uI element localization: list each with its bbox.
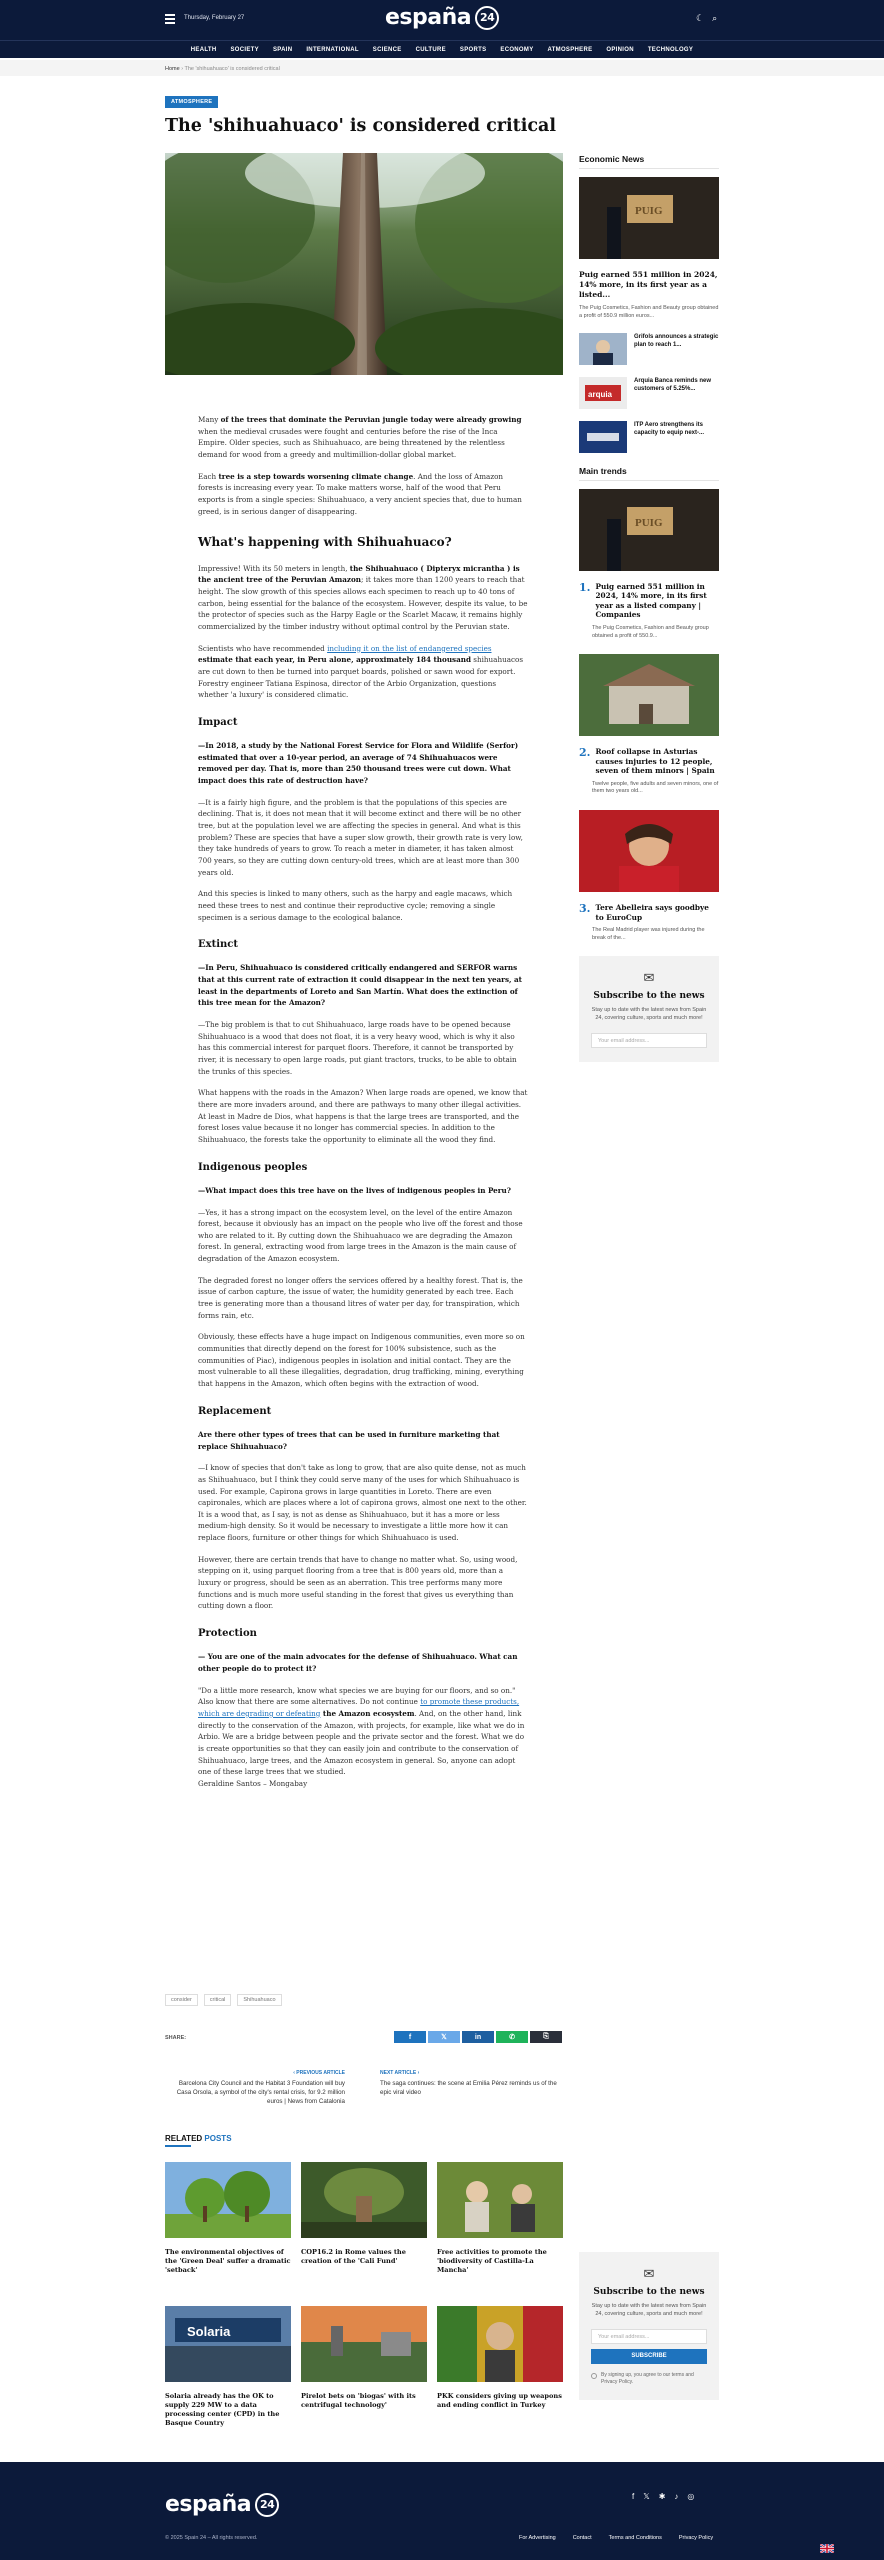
section-heading: What's happening with Shihuahuaco? xyxy=(198,535,452,550)
related-post[interactable] xyxy=(437,2306,563,2444)
paragraph: However, there are certain trends that have to change no matter what. So, using wood, stepping on it, using parquet flooring from a tree that is 800 years old, more than a luxury or progress, should be seen as an aberration. This tree performs many more functions and is much more useful standing in the forest that gives us everything than cutting down a floor. xyxy=(198,1554,518,1611)
nav-item[interactable]: HEALTH xyxy=(190,46,217,53)
previous-article[interactable] xyxy=(165,2070,345,2107)
breadcrumb-current: The 'shihuahuaco' is considered critical xyxy=(184,66,280,72)
sidebar-economic xyxy=(579,154,719,453)
paragraph: Many of the trees that dominate the Peruvian jungle today were already growing when the medieval crusades were fought and centuries before the rise of the Inca Empire. Older species, such as Shihuahuaco, are being threatened by the relentless demand for wood from a greedy and multimillion-dollar global market. xyxy=(198,415,522,459)
x-share-button[interactable]: 𝕏 xyxy=(428,2031,460,2043)
trend-desc: Twelve people, five adults and seven minors, one of them two years old... xyxy=(592,780,719,795)
related-post[interactable] xyxy=(301,2306,427,2444)
logo-badge: 24 xyxy=(475,6,499,30)
svg-text:PUIG: PUIG xyxy=(635,205,663,217)
paragraph: —It is a fairly high figure, and the problem is that the populations of this species are declining. That is, it does not mean that it will become extinct and there will be no other tree, but at the population level we are affecting the species in general. And what is this problem? These are species that have a super slow growth, their growth rate is very low, they take hundreds of years to grow. To reach a meter in diameter, it has taken almost 700 years, so they are cutting down century-old trees, which are at least more than 300 years old. xyxy=(198,797,523,877)
category-badge[interactable]: ATMOSPHERE xyxy=(165,96,218,108)
economic-item-image xyxy=(579,377,627,409)
trend-image xyxy=(579,810,719,892)
nav-item[interactable]: CULTURE xyxy=(415,46,446,53)
svg-text:Solaria: Solaria xyxy=(187,2324,231,2339)
paragraph: What happens with the roads in the Amazon? When large roads are opened, we know that there are more invaders around, and there are pathways to many other illegal activities. At least in Madre de Dios, what happens is that the large trees are transported, and the forest loses value because it no longer has commercial species. In addition to the Shihuahuaco, the forests take the opportunity to eliminate all the wood they find. xyxy=(198,1088,528,1144)
pinterest-icon[interactable]: ✱ xyxy=(658,2492,666,2501)
site-logo[interactable] xyxy=(385,5,499,30)
related-title: The environmental objectives of the 'Green Deal' suffer a dramatic 'setback' xyxy=(165,2248,291,2274)
paragraph: —What impact does this tree have on the lives of indigenous peoples in Peru? xyxy=(198,1185,511,1195)
nav-item[interactable]: SPORTS xyxy=(459,46,487,53)
related-image xyxy=(165,2162,291,2238)
trend-image xyxy=(579,489,719,571)
related-image xyxy=(165,2306,291,2382)
related-image xyxy=(301,2162,427,2238)
linkedin-share-button[interactable]: in xyxy=(462,2031,494,2043)
related-post[interactable] xyxy=(301,2162,427,2300)
trend-image xyxy=(579,654,719,736)
paragraph: —I know of species that don't take as long to grow, that are also quite dense, not as much as Shihuahuaco, but I think they could serve many of the uses for which Shihuahuaco is used. For example, Capirona grows in large quantities in Loreto. There are even capironales, which are places where a lot of capirona grows, almost one next to the other. It is a wood that, as I say, is not as dense as Shihuahuaco, but it has a more or less medium-high density. So it would be necessary to investigate a little more how it can replace floors, furniture or other things for which Shihuahuaco is used. xyxy=(198,1463,527,1543)
section-heading: Impact xyxy=(198,716,238,728)
nav-item[interactable]: TECHNOLOGY xyxy=(647,46,694,53)
nav-item[interactable]: SPAIN xyxy=(272,46,293,53)
article-navigation xyxy=(165,2070,563,2115)
envelope-icon: ✉ xyxy=(643,2266,655,2281)
byline: Geraldine Santos – Mongabay xyxy=(198,1778,308,1788)
trend-item[interactable] xyxy=(579,654,719,796)
related-title: Pirelot bets on 'biogas' with its centrifugal technology' xyxy=(301,2392,416,2409)
economic-item[interactable] xyxy=(579,333,719,365)
copyright: © 2025 Spain 24 – All rights reserved. xyxy=(165,2535,258,2541)
endangered-list-link[interactable]: including it on the list of endangered species xyxy=(327,643,492,653)
economic-item-title: Arquia Banca reminds new customers of 5.25%... xyxy=(634,377,712,392)
promote-products-link[interactable]: to promote these products, which are degrading or defeating xyxy=(198,1697,520,1718)
tag[interactable]: critical xyxy=(204,1994,232,2006)
nav-item[interactable]: OPINION xyxy=(606,46,634,53)
next-title: The saga continues: the scene at Emilia Pérez reminds us of the epic viral video xyxy=(380,2080,557,2097)
nav-item[interactable]: ECONOMY xyxy=(500,46,534,53)
nav-item[interactable]: INTERNATIONAL xyxy=(306,46,359,53)
related-posts xyxy=(165,2162,563,2444)
related-image xyxy=(437,2306,563,2382)
instagram-icon[interactable]: ◎ xyxy=(687,2492,695,2501)
trend-title: Puig earned 551 million in 2024, 14% more, in its first year as a listed company | Companies xyxy=(595,582,707,620)
paragraph: The degraded forest no longer offers the services offered by a healthy forest. That is, the issue of carbon capture, the issue of water, the humidity generated by each tree. Each tree is generating more than a thousand litres of water per day, for transpiration, which forms rain, etc. xyxy=(198,1275,523,1320)
paragraph: Scientists who have recommended including it on the list of endangered species estimate that each year, in Peru alone, approximately 184 thousand shihuahuacos are cut down to then be turned into parquet boards, polished or sawn wood for export. Forestry engineer Tatiana Espinosa, director of the Arbio Organization, questions whether 'a luxury' is considered climatic. xyxy=(198,643,524,700)
related-post[interactable] xyxy=(165,2162,291,2300)
section-heading: Replacement xyxy=(198,1405,272,1417)
facebook-share-button[interactable]: f xyxy=(394,2031,426,2043)
dark-mode-icon[interactable]: ☾ xyxy=(696,13,705,23)
copy-link-button[interactable]: ⎘ xyxy=(530,2031,562,2043)
trend-number: 2. xyxy=(579,746,591,760)
section-heading: Extinct xyxy=(198,939,238,951)
paragraph: Are there other types of trees that can be used in furniture marketing that replace Shihuahuaco? xyxy=(198,1429,500,1451)
nav-item[interactable]: SCIENCE xyxy=(372,46,402,53)
svg-text:arquia: arquia xyxy=(588,389,613,399)
breadcrumb-bar xyxy=(0,60,884,76)
trend-item[interactable] xyxy=(579,810,719,942)
related-image xyxy=(437,2162,563,2238)
trend-desc: The Puig Cosmetics, Fashion and Beauty group obtained a profit of 550.9... xyxy=(592,624,709,639)
search-icon[interactable]: ⌕ xyxy=(712,13,718,23)
paragraph: —The big problem is that to cut Shihuahuaco, large roads have to be opened because Shihuahuaco is a wood that does not float, it is a very heavy wood, which is why it also has this commercial interest for parquet floors. Therefore, it cannot be transported by river, it is necessary to open large roads, put giant tractors, trucks, to be able to obtain the trunks of this species. xyxy=(198,1020,517,1076)
header-date: Thursday, February 27 xyxy=(184,15,245,21)
trend-number: 1. xyxy=(579,581,591,594)
paragraph: "Do a little more research, know what species we are buying for our floors, and so on." Also know that there are some alternatives. Do not continue to promote these products, which are degrading or defeating the Amazon ecosystem. And, on the other hand, link directly to the conservation of the Amazon, with projects, for example, like what we do in Arbio. We are a bridge between people and the private sector and the forest. What we do is create opportunities so that they can easily join and contribute to the conservation of Shihuahuaco, large trees, and the Amazon ecosystem in general. So, anyone can adopt one of these large trees that we studied. Geraldine Santos – Mongabay xyxy=(198,1685,525,1788)
consent-radio[interactable] xyxy=(591,2373,597,2379)
trend-title: Roof collapse in Asturias causes injuries to 12 people, seven of them minors | Spain xyxy=(595,747,715,776)
footer-link[interactable]: Privacy Policy xyxy=(678,2535,714,2541)
subscribe-desc: Stay up to date with the latest news from Spain 24, covering culture, sports and much more! xyxy=(591,2303,707,2317)
whatsapp-share-button[interactable]: ✆ xyxy=(496,2031,528,2043)
email-input[interactable]: Your email address... xyxy=(591,1033,707,1048)
economic-item[interactable] xyxy=(579,377,719,409)
related-post[interactable] xyxy=(165,2306,291,2444)
paragraph: —Yes, it has a strong impact on the ecosystem level, on the level of the entire Amazon forest, because it obviously has an impact on the people who live off the forest and those who are related to it. By cutting down the Shihuahuaco we are degrading the Amazon forest. In general, extracting wood from large trees in the Amazon is the main cause of degradation of the Amazon ecosystem. xyxy=(198,1207,523,1264)
menu-icon[interactable] xyxy=(165,14,175,24)
related-underline xyxy=(165,2145,191,2147)
paragraph: Obviously, these effects have a huge impact on Indigenous communities, even more so on communities that directly depend on the forest for 100% subsistence, such as the communities of Piac), indigenous peoples in isolation and initial contact. They are the most vulnerable to all these illegalities, degradation, drug trafficking, mining, everything that happens in the Amazon, which often begins with the extraction of wood. xyxy=(198,1332,525,1389)
economic-main-desc: The Puig Cosmetics, Fashion and Beauty group obtained a profit of 550.9 million euros... xyxy=(579,305,719,320)
subscribe-desc: Stay up to date with the latest news from Spain 24, covering culture, sports and much more! xyxy=(591,1007,707,1022)
previous-label: ‹ PREVIOUS ARTICLE xyxy=(293,2070,345,2076)
uk-flag-icon[interactable] xyxy=(820,2544,834,2553)
related-heading: RELATED POSTS xyxy=(165,2134,232,2143)
email-input[interactable]: Your email address... xyxy=(591,2329,707,2344)
economic-item-title: ITP Aero strengthens its capacity to equip next-... xyxy=(634,421,705,436)
subscribe-box xyxy=(579,2252,719,2400)
trend-desc: The Real Madrid player was injured during the break of the... xyxy=(592,927,705,941)
tiktok-icon[interactable]: ♪ xyxy=(674,2492,679,2501)
related-title: PKK considers giving up weapons and ending conflict in Turkey xyxy=(437,2392,562,2409)
paragraph: And this species is linked to many others, such as the harpy and eagle macaws, which need these trees to nest and continue their reproductive cycle; removing a single specimen is a serious damage to the ecological balance. xyxy=(198,889,513,922)
nav-item[interactable]: ATMOSPHERE xyxy=(547,46,593,53)
section-heading: Indigenous peoples xyxy=(198,1161,308,1173)
subscribe-box xyxy=(579,956,719,1062)
logo-text: españa xyxy=(165,2492,252,2517)
footer-link[interactable]: For Advertising xyxy=(519,2535,556,2541)
footer-link[interactable]: Terms and Conditions xyxy=(608,2535,662,2541)
subscribe-title: Subscribe to the news xyxy=(593,2287,705,2297)
consent-text: By signing up, you agree to our terms and Privacy Policy. xyxy=(601,2371,694,2385)
paragraph: Impressive! With its 50 meters in length, the Shihuahuaco ( Dipteryx micrantha ) is the ancient tree of the Peruvian Amazon; it takes more than 1200 years to reach that height. The slow growth of this species allows each specimen to reach up to 40 tons of carbon, being essential for the balance of the ecosystem. However, despite its value, to be the protector of species such as the Harpy Eagle or the Scarlet Macaw, it remains highly commercialized by the timber industry without optimal control by the Peruvian state. xyxy=(198,563,528,631)
facebook-icon[interactable]: f xyxy=(632,2492,635,2501)
hero-image xyxy=(165,153,563,375)
svg-text:PUIG: PUIG xyxy=(635,517,663,529)
next-label: NEXT ARTICLE › xyxy=(380,2070,420,2076)
paragraph: — You are one of the main advocates for the defense of Shihuahuaco. What can other people do to protect it? xyxy=(198,1652,518,1673)
sidebar-subscribe xyxy=(579,2252,719,2400)
subscribe-button[interactable]: SUBSCRIBE xyxy=(591,2349,707,2364)
main-trends-heading: Main trends xyxy=(579,466,627,476)
related-title: Solaria already has the OK to supply 229 MW to a data processing center (CPD) in the Basque Country xyxy=(165,2392,280,2427)
section-heading: Protection xyxy=(198,1628,257,1640)
trend-item[interactable] xyxy=(579,489,719,640)
economic-item-image xyxy=(579,421,627,453)
logo-text: españa xyxy=(385,5,472,30)
article-body xyxy=(198,414,528,1799)
envelope-icon: ✉ xyxy=(643,970,655,986)
main-nav xyxy=(0,40,884,58)
breadcrumb: Home › The 'shihuahuaco' is considered critical xyxy=(165,66,280,72)
article-title: The 'shihuahuaco' is considered critical xyxy=(165,116,556,136)
tag-list xyxy=(165,1994,282,2006)
footer-link[interactable]: Contact xyxy=(572,2535,592,2541)
paragraph: Each tree is a step towards worsening climate change. And the loss of Amazon forests is increasing every year. To make matters worse, half of the wood that Peru exports is from a single species: Shihuahuaco, a very ancient species that, due to human greed, is in serious danger of disappearing. xyxy=(198,471,522,516)
share-bar xyxy=(165,2031,563,2045)
related-post[interactable] xyxy=(437,2162,563,2300)
share-label: SHARE: xyxy=(165,2035,187,2041)
paragraph: —In 2018, a study by the National Forest Service for Flora and Wildlife (Serfor) estimated that over a 10-year period, an average of 74 Shihuahuacos were removed per day. That is, more than 250 thousand trees were cut down. What impact does this rate of destruction have? xyxy=(198,741,519,786)
footer-links xyxy=(519,2535,713,2541)
tag[interactable]: Shihuahuaco xyxy=(237,1994,281,2006)
related-title: COP16.2 in Rome values the creation of the 'Cali Fund' xyxy=(301,2248,406,2265)
economic-item-image xyxy=(579,333,627,365)
next-article[interactable] xyxy=(380,2070,560,2098)
site-header xyxy=(0,0,884,40)
tag[interactable]: consider xyxy=(165,1994,198,2006)
site-footer xyxy=(0,2462,884,2560)
trend-number: 3. xyxy=(579,902,591,916)
breadcrumb-home[interactable]: Home xyxy=(165,66,180,72)
economic-main-image xyxy=(579,177,719,259)
trend-title: Tere Abelleira says goodbye to EuroCup xyxy=(595,903,709,922)
economic-item-title: Grifols announces a strategic plan to reach 1... xyxy=(634,333,719,348)
related-image xyxy=(301,2306,427,2382)
paragraph: —In Peru, Shihuahuaco is considered critically endangered and SERFOR warns that at this current rate of extraction it could disappear in the next ten years, at least in the departments of Loreto and San Martín. What does the extinction of this tree mean for the Amazon? xyxy=(198,963,522,1008)
social-links xyxy=(632,2492,694,2501)
footer-logo[interactable] xyxy=(165,2492,279,2517)
nav-item[interactable]: SOCIETY xyxy=(230,46,259,53)
previous-title: Barcelona City Council and the Habitat 3 Foundation will buy Casa Orsola, a symbol of the city's rental crisis, for 9.2 million euros | News from Catalonia xyxy=(176,2080,345,2106)
economic-item[interactable] xyxy=(579,421,719,453)
related-title: Free activities to promote the 'biodiversity of Castilla-La Mancha' xyxy=(437,2248,547,2274)
x-icon[interactable]: 𝕏 xyxy=(643,2492,650,2501)
economic-news-heading: Economic News xyxy=(579,154,645,164)
economic-main-title[interactable]: Puig earned 551 million in 2024, 14% more, in its first year as a listed... xyxy=(579,270,718,300)
subscribe-title: Subscribe to the news xyxy=(593,991,705,1002)
sidebar-trends xyxy=(579,466,719,1062)
logo-badge: 24 xyxy=(255,2493,279,2517)
